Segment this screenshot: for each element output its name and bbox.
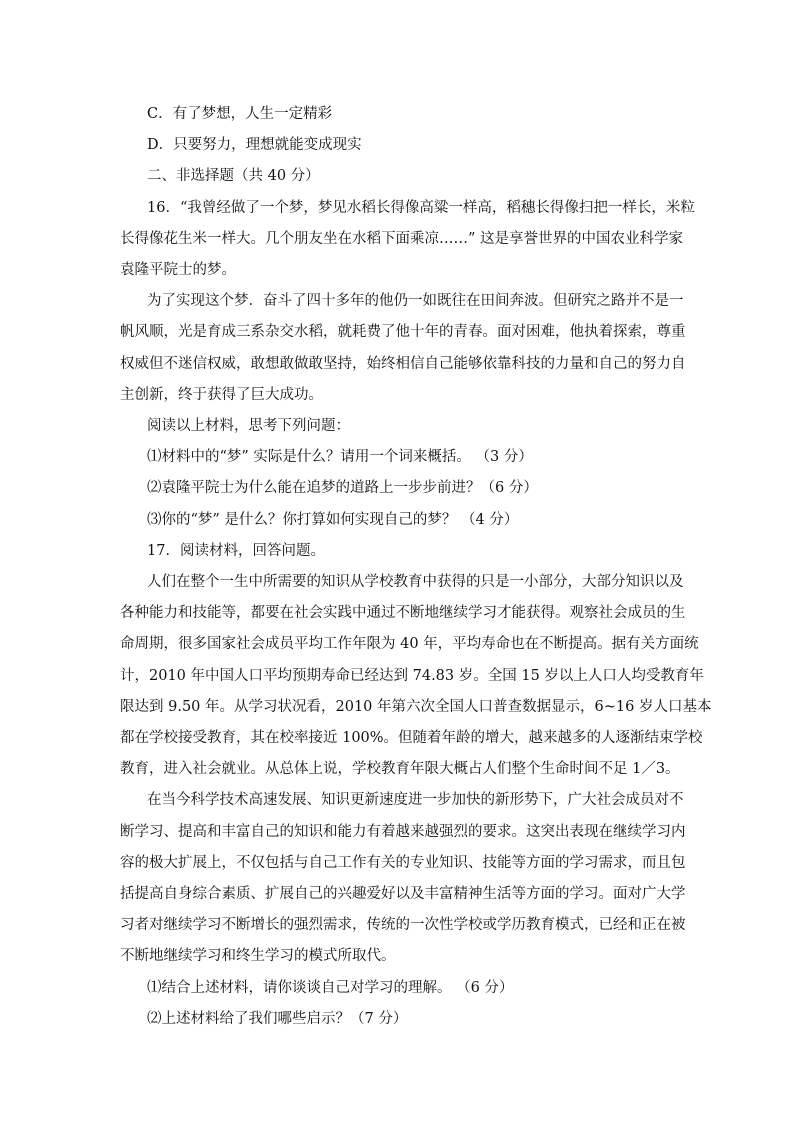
q16-line: 袁隆平院士的梦。 (120, 262, 236, 278)
passage-line: 命周期，很多国家社会成员平均工作年限为 40 年，平均寿命也在不断提高。据有关方面统 (120, 636, 699, 652)
passage-line: 权威但不迷信权威，敢想敢做敢坚持，始终相信自己能够依靠科技的力量和自己的努力自 (120, 356, 686, 372)
read-prompt: 阅读以上材料，思考下列问题： (147, 418, 350, 434)
q16-sub-question: ⑶你的“梦” 是什么？你打算如何实现自己的梦？ （4 分） (147, 512, 519, 528)
passage-line: 限达到 9.50 年。从学习状况看，2010 年第六次全国人口普查数据显示，6~16 岁人口基本 (120, 699, 712, 715)
passage-line: 主创新，终于获得了巨大成功。 (120, 387, 323, 403)
passage-line: 习者对继续学习不断增长的强烈需求，传统的一次性学校或学历教育模式，已经和正在被 (120, 917, 686, 933)
passage-line: 都在学校接受教育，其在校率接近 100%。但随着年龄的增大，越来越多的人逐渐结束学校 (120, 730, 703, 746)
q16-sub-question: ⑴材料中的“梦” 实际是什么？请用一个词来概括。 （3 分） (147, 449, 533, 465)
option-c: C．有了梦想，人生一定精彩 (147, 106, 333, 122)
passage-line: 为了实现这个梦．奋斗了四十多年的他仍一如既往在田间奔波。但研究之路并不是一 (147, 293, 684, 309)
option-d: D．只要努力，理想就能变成现实 (147, 137, 362, 153)
q17-title: 17．阅读材料，回答问题。 (147, 543, 325, 559)
q17-sub-question: ⑴结合上述材料，请你谈谈自己对学习的理解。 （6 分） (147, 980, 514, 996)
passage-line: 人们在整个一生中所需要的知识从学校教育中获得的只是一小部分，大部分知识以及 (147, 574, 684, 590)
q16-line: 16．“我曾经做了一个梦，梦见水稻长得像高粱一样高，稻穗长得像扫把一样长，米粒 (147, 200, 695, 216)
section-heading: 二、非选择题（共 40 分） (147, 168, 320, 184)
passage-line: 不断地继续学习和终生学习的模式所取代。 (120, 948, 396, 964)
q16-sub-question: ⑵袁隆平院士为什么能在追梦的道路上一步步前进？（6 分） (147, 480, 538, 496)
passage-line: 各种能力和技能等，都要在社会实践中通过不断地继续学习才能获得。观察社会成员的生 (120, 605, 686, 621)
passage-line: 计，2010 年中国人口平均预期寿命已经达到 74.83 岁。全国 15 岁以上人口人均受教育年 (120, 668, 704, 684)
q17-sub-question: ⑵上述材料给了我们哪些启示？（7 分） (147, 1011, 408, 1027)
passage-line: 在当今科学技术高速发展、知识更新速度进一步加快的新形势下，广大社会成员对不 (147, 792, 684, 808)
q16-line: 长得像花生米一样大。几个朋友坐在水稻下面乘凉……” 这是享誉世界的中国农业科学家 (120, 231, 684, 247)
passage-line: 容的极大扩展上，不仅包括与自己工作有关的专业知识、技能等方面的学习需求，而且包 (120, 855, 686, 871)
passage-line: 断学习、提高和丰富自己的知识和能力有着越来越强烈的要求。这突出表现在继续学习内 (120, 824, 686, 840)
passage-line: 教育，进入社会就业。从总体上说，学校教育年限大概占人们整个生命时间不足 1／3。 (120, 761, 680, 777)
passage-line: 帆风顺，光是育成三系杂交水稻，就耗费了他十年的青春。面对困难，他执着探索，尊重 (120, 324, 686, 340)
passage-line: 括提高自身综合素质、扩展自己的兴趣爱好以及丰富精神生活等方面的学习。面对广大学 (120, 886, 686, 902)
